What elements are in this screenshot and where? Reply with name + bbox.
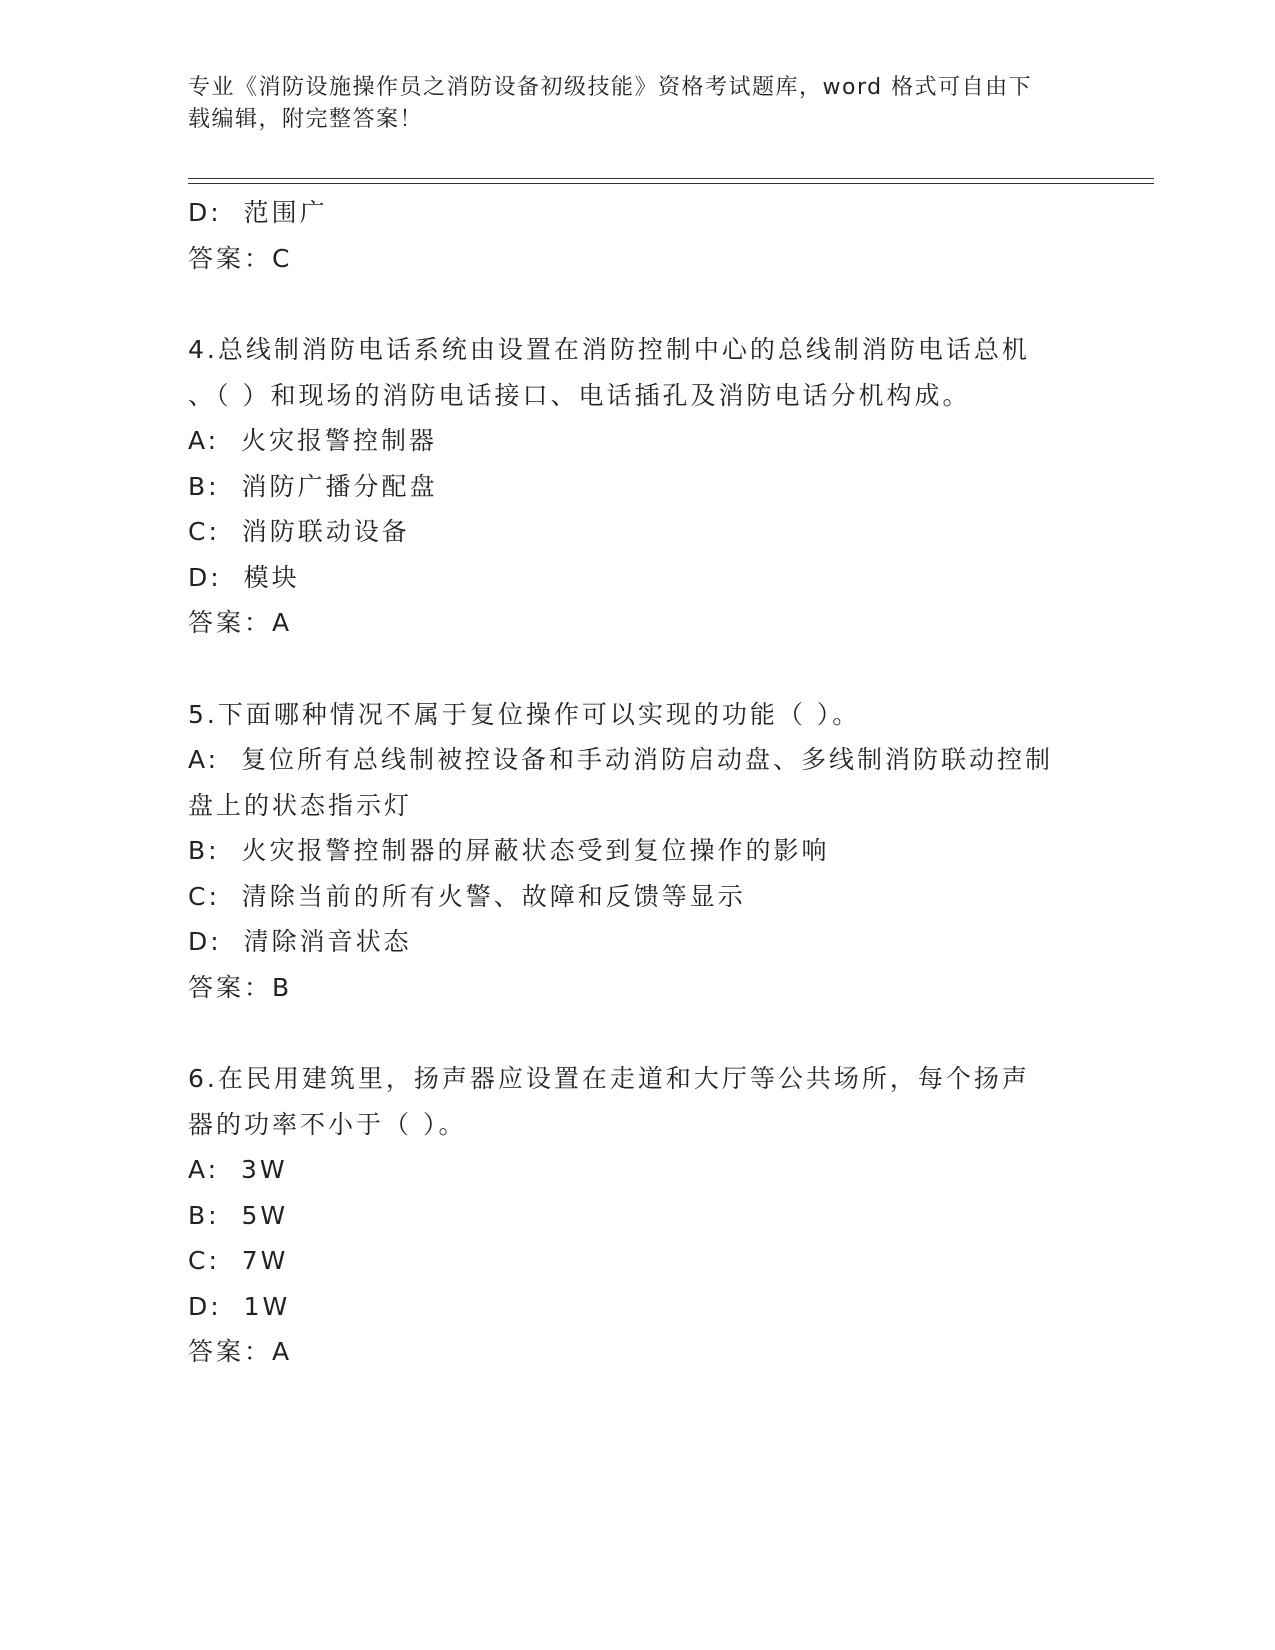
header-divider-top [188, 178, 1154, 179]
question-text-line: 、（ ）和现场的消防电话接口、电话插孔及消防电话分机构成。 [188, 380, 971, 410]
option-c: C: 消防联动设备 [188, 517, 410, 546]
option-a: A: 火灾报警控制器 [188, 426, 437, 455]
question-text-line: 4.总线制消防电话系统由设置在消防控制中心的总线制消防电话总机 [188, 335, 1030, 364]
option-b: B: 火灾报警控制器的屏蔽状态受到复位操作的影响 [188, 836, 830, 865]
question-content [188, 190, 1088, 1375]
answer: 答案：C [188, 243, 293, 273]
answer: 答案：A [188, 608, 293, 637]
option-d: D: 范围广 [188, 198, 328, 227]
option-c: C: 7W [188, 1246, 289, 1275]
spacer [188, 281, 1088, 327]
question-6 [188, 1056, 1088, 1375]
question-text-line: 器的功率不小于（ ）。 [188, 1109, 467, 1139]
option-b: B: 5W [188, 1200, 289, 1230]
answer: 答案：B [188, 972, 293, 1002]
option-d: D: 模块 [188, 562, 300, 592]
question-5 [188, 692, 1088, 1011]
option-a-continued: 盘上的状态指示灯 [188, 790, 413, 820]
header-line-2: 载编辑，附完整答案！ [188, 107, 424, 132]
option-d: D: 1W [188, 1291, 291, 1321]
spacer [188, 1010, 1088, 1056]
option-c: C: 清除当前的所有火警、故障和反馈等显示 [188, 881, 746, 911]
header-line-1: 专业《消防设施操作员之消防设备初级技能》资格考试题库，word 格式可自由下 [188, 75, 1033, 100]
question-4 [188, 327, 1088, 646]
header-divider-bottom [188, 183, 1154, 184]
answer: 答案：A [188, 1337, 293, 1366]
question-3-tail [188, 190, 1088, 281]
page-header [188, 72, 1068, 136]
option-a: A: 复位所有总线制被控设备和手动消防启动盘、多线制消防联动控制 [188, 745, 1053, 774]
option-a: A: 3W [188, 1155, 288, 1184]
question-text-line: 5.下面哪种情况不属于复位操作可以实现的功能（ ）。 [188, 699, 861, 729]
question-text-line: 6.在民用建筑里，扬声器应设置在走道和大厅等公共场所，每个扬声 [188, 1064, 1030, 1093]
option-d: D: 清除消音状态 [188, 927, 412, 956]
option-b: B: 消防广播分配盘 [188, 471, 438, 501]
spacer [188, 646, 1088, 692]
